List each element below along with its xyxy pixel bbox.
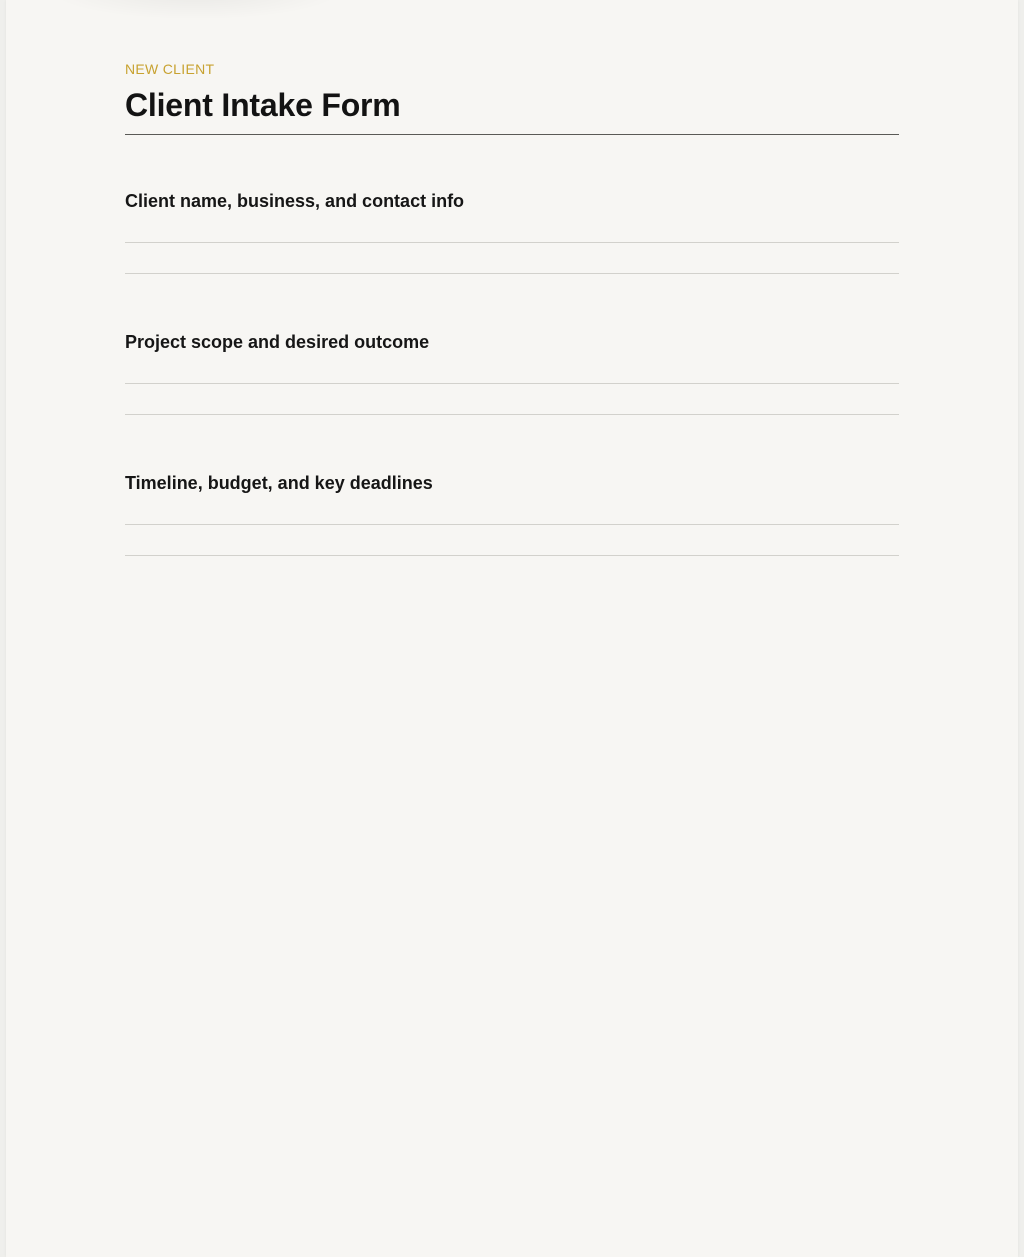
form-page — [6, 0, 1018, 1257]
answer-line[interactable] — [125, 555, 899, 556]
section-label-project-scope: Project scope and desired outcome — [125, 332, 430, 352]
section-client-info — [125, 190, 899, 274]
answer-line[interactable] — [125, 414, 899, 415]
answer-line[interactable] — [125, 242, 899, 243]
section-project-scope — [125, 331, 899, 415]
answer-line[interactable] — [125, 383, 899, 384]
form-content — [125, 60, 899, 556]
answer-line[interactable] — [125, 273, 899, 274]
answer-line[interactable] — [125, 524, 899, 525]
page-shadow — [46, 0, 346, 20]
title-divider — [125, 134, 899, 135]
section-timeline-budget — [125, 472, 899, 556]
form-title: Client Intake Form — [125, 87, 401, 123]
section-label-timeline-budget: Timeline, budget, and key deadlines — [125, 473, 433, 493]
form-eyebrow: NEW CLIENT — [125, 61, 215, 77]
section-label-client-info: Client name, business, and contact info — [125, 191, 465, 211]
